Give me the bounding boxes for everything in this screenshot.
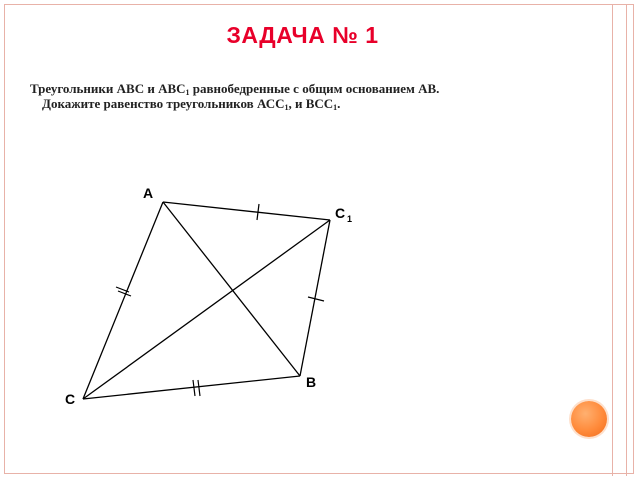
segment-a-b [163,202,300,376]
tick-b-c-1 [193,380,195,396]
label-c1-sub: 1 [347,214,353,224]
task-line-2-pre: Докажите равенство треугольников АСС [42,96,285,111]
label-c1: C [335,205,346,221]
task-line-1-post: равнобедренные с общим основанием АВ. [189,81,440,96]
task-line-1-sub: 1 [185,88,190,97]
segment-a-c1 [163,202,330,220]
task-line-2-sub-2: 1 [333,103,338,112]
label-c: C [65,391,76,407]
segment-b-c [83,376,300,399]
task-line-2-post: . [337,96,341,111]
slide-title: ЗАДАЧА № 1 [226,22,379,48]
tick-b-c-2 [198,380,200,396]
tick-c1-b [308,297,324,301]
segment-c1-b [300,220,330,376]
next-slide-button[interactable] [571,401,607,437]
label-b: B [306,374,317,390]
task-line-1-pre: Треугольники АВС и АВС [30,81,186,96]
task-line-2-mid: , и ВСС [288,96,334,111]
task-line-2-sub-1: 1 [284,103,289,112]
label-a: A [143,185,154,201]
segment-c-c1 [83,220,330,399]
